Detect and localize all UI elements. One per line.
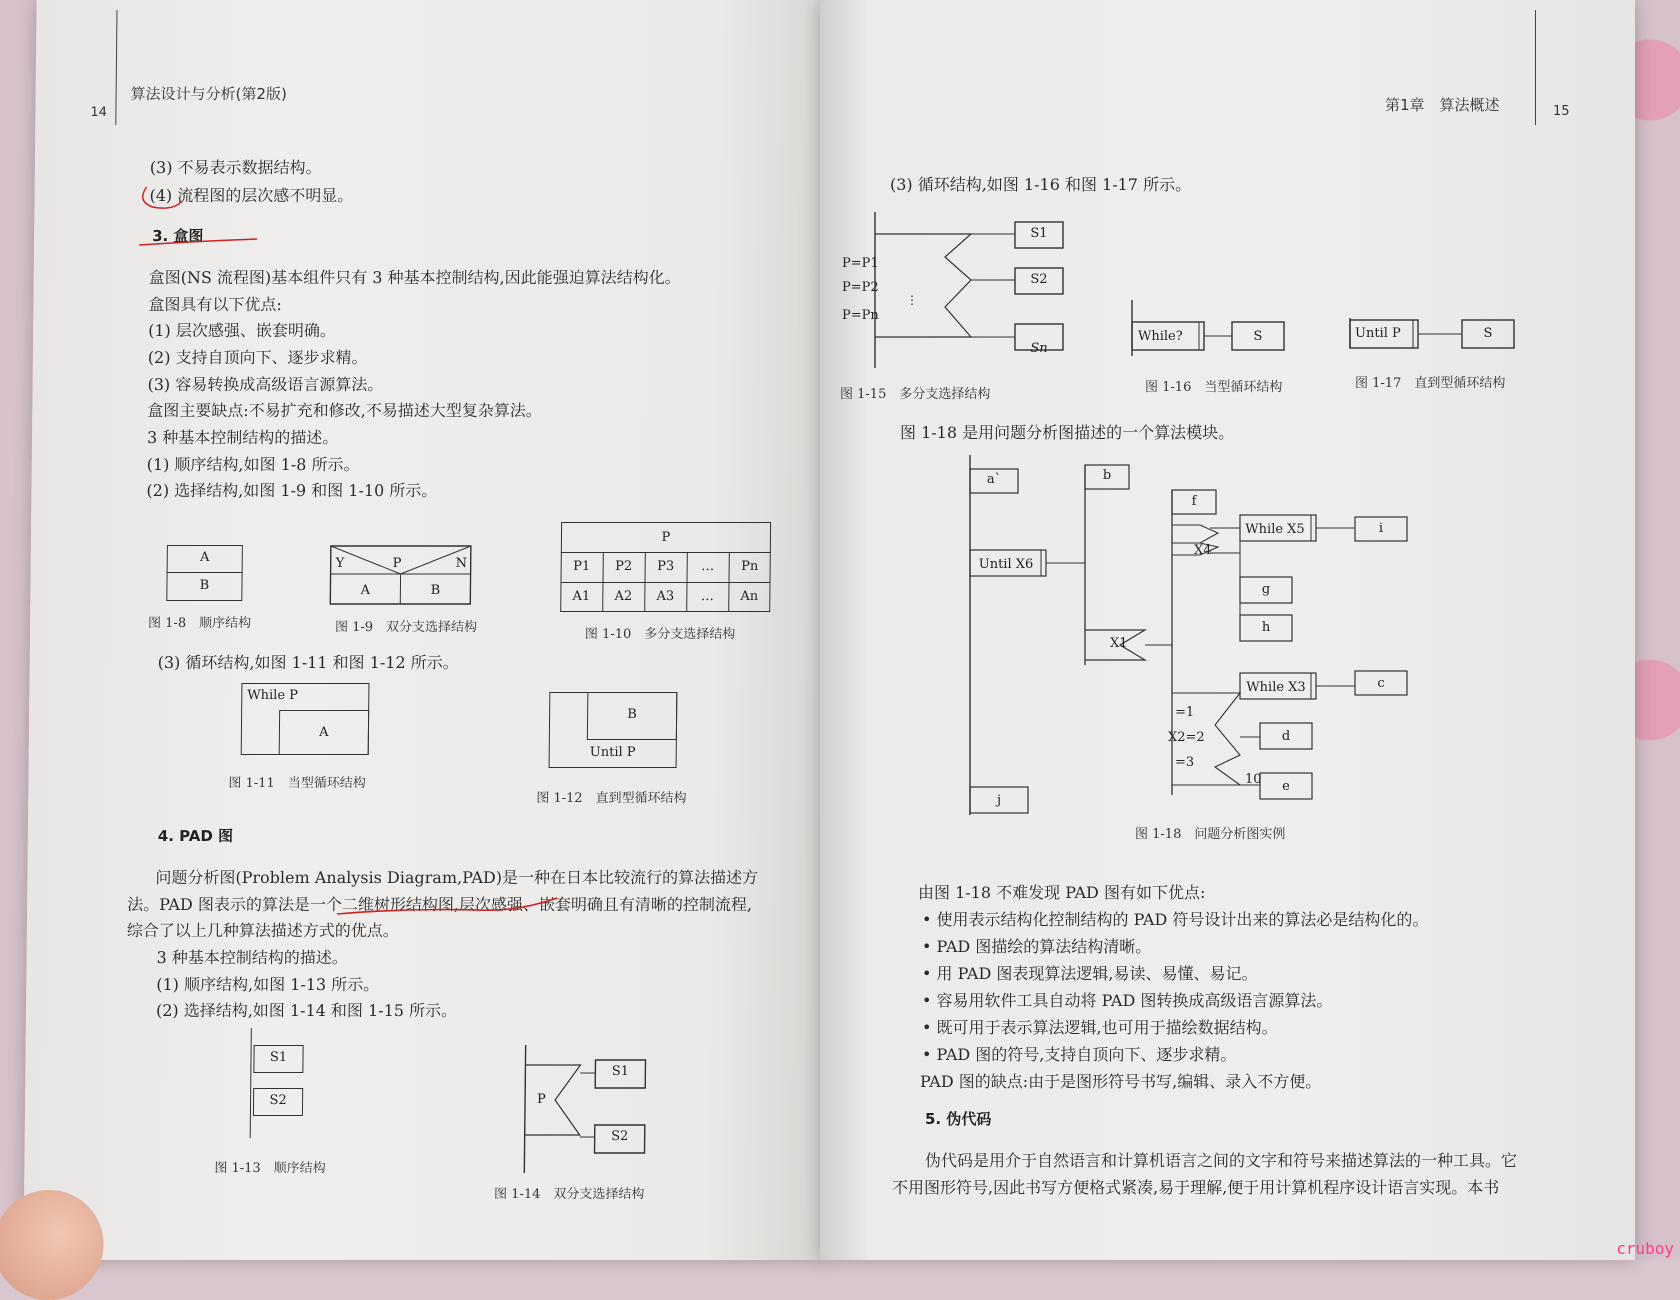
paragraph-line: (3) 容易转换成高级语言源算法。 [147,372,383,395]
action-label: A2 [602,589,644,604]
box-a: A [167,550,243,565]
branch-sn: Sn [1015,341,1063,356]
node-h: h [1240,620,1292,635]
paragraph-line: 法。PAD 图表示的算法是一个二维树形结构图,层次感强、嵌套明确且有清晰的控制流程, [127,892,752,915]
paragraph-line: (3) 循环结构,如图 1-11 和图 1-12 所示。 [158,650,459,673]
node-while-x3: While X3 [1240,680,1312,695]
paragraph-line: (1) 顺序结构,如图 1-8 所示。 [147,452,360,475]
paragraph-line: PAD 图的缺点:由于是图形符号书写,编辑、录入不方便。 [920,1069,1321,1092]
loop-body: A [279,725,369,740]
case-label: =3 [1175,755,1194,770]
watermark: cruboy [1616,1239,1674,1258]
node-c: c [1355,676,1407,691]
case-label: P=P1 [842,256,879,271]
step-s1: S1 [253,1050,303,1065]
branch-s1: S1 [595,1064,645,1079]
node-while-x5: While X5 [1240,522,1310,537]
list-item: • 使用表示结构化控制结构的 PAD 符号设计出来的算法必是结构化的。 [922,907,1428,930]
list-item: • PAD 图的符号,支持自顶向下、逐步求精。 [922,1042,1236,1065]
action-label: … [686,589,728,604]
figure-caption: 图 1-16 当型循环结构 [1145,376,1282,395]
case-label: 10 [1245,772,1262,787]
figure-caption: 图 1-8 顺序结构 [148,612,251,631]
paragraph-line: (1) 顺序结构,如图 1-13 所示。 [156,972,379,995]
node-x4: X4 [1194,543,1212,558]
section-title: 4. PAD 图 [158,825,233,846]
figure-caption: 图 1-13 顺序结构 [214,1157,326,1176]
svg-text:⋮: ⋮ [906,293,918,307]
yes-label: Y [336,556,345,571]
node-b: b [1085,468,1129,483]
fingertip [0,1190,104,1300]
figure-caption: 图 1-12 直到型循环结构 [536,787,687,806]
list-item: (3) 不易表示数据结构。 [150,155,322,178]
node-f: f [1172,494,1216,509]
pen-underline [337,890,567,920]
page-number: 15 [1553,104,1570,119]
paragraph-line: 不用图形符号,因此书写方便格式紧凑,易于理解,便于用计算机程序设计语言实现。本书 [892,1175,1499,1198]
running-head: 第1章 算法概述 [1385,94,1500,115]
loop-condition: Until P [549,745,677,760]
figure-caption: 图 1-9 双分支选择结构 [335,616,477,635]
list-item: • 用 PAD 图表现算法逻辑,易读、易懂、易记。 [922,961,1257,984]
figure-caption: 图 1-15 多分支选择结构 [840,383,990,402]
paragraph-line: 盒图主要缺点:不易扩充和修改,不易描述大型复杂算法。 [147,398,542,421]
loop-condition: Until P [1355,326,1401,341]
box-b: B [166,578,242,593]
branch-s1: S1 [1015,226,1063,241]
case-label: … [687,559,729,574]
paragraph-line: 盒图具有以下优点: [148,292,282,315]
node-a: a` [970,472,1018,487]
condition-label: P [561,530,771,545]
page-number: 14 [90,105,107,120]
node-until-x6: Until X6 [970,557,1042,572]
case-label: =1 [1175,705,1194,720]
switch-label: X2=2 [1168,730,1205,745]
paragraph-line: (2) 选择结构,如图 1-14 和图 1-15 所示。 [156,998,457,1021]
node-e: e [1260,779,1312,794]
condition-label: P [393,556,402,571]
loop-condition: While P [247,688,298,703]
header-rule [1535,10,1536,125]
branch-a: A [330,583,400,598]
right-page [820,0,1635,1260]
node-i: i [1355,521,1407,536]
action-label: A1 [560,589,602,604]
case-label: P=Pn [842,308,879,323]
section-title: 5. 伪代码 [925,1108,991,1129]
paragraph-line: (2) 支持自顶向下、逐步求精。 [148,345,368,368]
loop-condition: While? [1138,329,1183,344]
running-head: 算法设计与分析(第2版) [131,83,287,104]
condition-label: P [537,1092,546,1107]
paragraph-line: 问题分析图(Problem Analysis Diagram,PAD)是一种在日本比较流行的算法描述方 [155,865,758,888]
list-item: • 容易用软件工具自动将 PAD 图转换成高级语言源算法。 [922,988,1332,1011]
node-g: g [1240,582,1292,597]
figure-caption: 图 1-17 直到型循环结构 [1355,372,1505,391]
case-label: P2 [603,559,645,574]
action-label: An [728,589,770,604]
paragraph-line: (2) 选择结构,如图 1-9 和图 1-10 所示。 [146,478,437,501]
loop-body: S [1232,329,1284,344]
paragraph-line: 3 种基本控制结构的描述。 [156,945,348,968]
paragraph-line: (3) 循环结构,如图 1-16 和图 1-17 所示。 [890,172,1191,195]
case-label: P3 [645,559,687,574]
figure-caption: 图 1-14 双分支选择结构 [494,1183,645,1202]
no-label: N [456,556,468,571]
case-label: Pn [729,559,771,574]
left-page [23,0,836,1260]
paragraph-line: 3 种基本控制结构的描述。 [147,425,339,448]
list-item: (4) 流程图的层次感不明显。 [149,183,353,206]
figure-caption: 图 1-18 问题分析图实例 [1135,823,1285,842]
branch-b: B [400,583,470,598]
list-item: • 既可用于表示算法逻辑,也可用于描绘数据结构。 [922,1015,1278,1038]
header-rule [115,10,117,125]
pen-annotation [134,175,555,255]
node-d: d [1260,729,1312,744]
case-label: P=P2 [842,280,879,295]
branch-s2: S2 [1015,272,1063,287]
figure-caption: 图 1-10 多分支选择结构 [585,623,736,642]
figure-caption: 图 1-11 当型循环结构 [228,772,366,791]
section-title: 3. 盒图 [152,225,204,246]
step-s2: S2 [253,1093,303,1108]
node-j: j [970,793,1028,808]
paragraph-line: (1) 层次感强、嵌套明确。 [148,318,336,341]
action-label: A3 [644,589,686,604]
paragraph-line: 综合了以上几种算法描述方式的优点。 [127,918,399,941]
paragraph-line: 由图 1-18 不难发现 PAD 图有如下优点: [918,880,1205,903]
paragraph-line: 盒图(NS 流程图)基本组件只有 3 种基本控制结构,因此能强迫算法结构化。 [149,265,681,288]
paragraph-line: 图 1-18 是用问题分析图描述的一个算法模块。 [900,420,1234,443]
loop-body: S [1462,326,1514,341]
case-label: P1 [561,559,603,574]
loop-body: B [587,707,677,722]
list-item: • PAD 图描绘的算法结构清晰。 [922,934,1151,957]
branch-s2: S2 [595,1129,645,1144]
node-x1: X1 [1110,636,1128,651]
paragraph-line: 伪代码是用介于自然语言和计算机语言之间的文字和符号来描述算法的一种工具。它 [925,1148,1517,1171]
